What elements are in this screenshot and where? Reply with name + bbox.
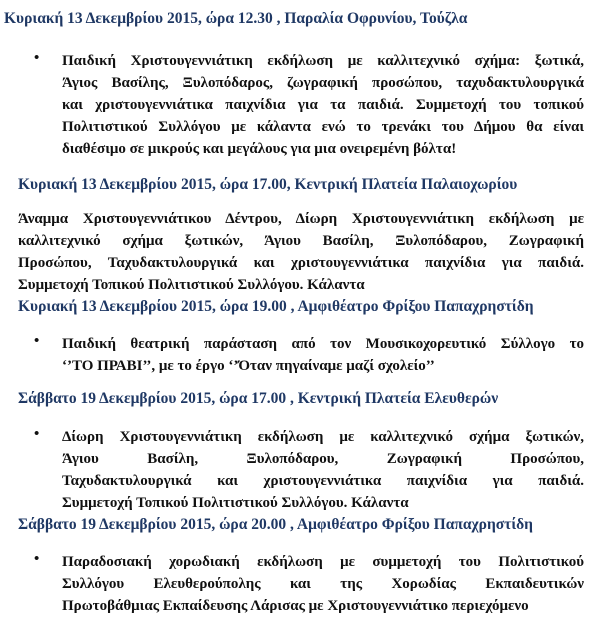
text-line: Προσώπου, Ταχυδακτυλουργικά και χριστουγεννιάτικα παιχνίδια για παιδιά. (18, 255, 584, 271)
event-5-description (62, 551, 584, 617)
text-line: διαθέσιμο σε μικρούς και μεγάλους για μια ονειρεμένη βόλτα! (62, 141, 457, 157)
text-line: Δίωρη Χριστουγεννιάτικη εκδήλωση με καλλιτεχνικό σχήμα ξωτικών, (62, 429, 584, 445)
event-2-description (18, 208, 584, 296)
text-line: Συλλόγου Ελευθερούπολης και της Χορωδίας Εκπαιδευτικών (62, 576, 584, 592)
text-line: Άγιος Βασίλης, Ξυλοπόδαρος, ζωγραφική προσώπου, ταχυδακτυλουργικά (62, 75, 584, 91)
text-line: Παραδοσιακή χορωδιακή εκδήλωση με συμμετοχή του Πολιτιστικού (62, 554, 584, 570)
text-line: Άναμμα Χριστουγεννιάτικου Δέντρου, Δίωρη Χριστουγεννιάτικη εκδήλωση με (18, 211, 584, 227)
bullet-icon: • (34, 426, 40, 442)
text-line: καλλιτεχνικό σχήμα ξωτικών, Άγιου Βασίλη, Ξυλοπόδαρου, Ζωγραφική (18, 233, 584, 249)
event-4-heading: Σάββατο 19 Δεκεμβρίου 2015, ώρα 17.00 , Κεντρική Πλατεία Ελευθερών (18, 390, 499, 407)
event-3-heading: Κυριακή 13 Δεκεμβρίου 2015, ώρα 19.00 , Αμφιθέατρο Φρίξου Παπαχρηστίδη (18, 298, 534, 315)
text-line: και χριστουγεννιάτικα παιχνίδια για τα παιδιά. Συμμετοχή του τοπικού (62, 97, 584, 113)
event-5-heading: Σάββατο 19 Δεκεμβρίου 2015, ώρα 20.00 , Αμφιθέατρο Φρίξου Παπαχρηστίδη (18, 516, 533, 533)
bullet-icon: • (34, 333, 40, 349)
text-line: Ταχυδακτυλουργικά και χριστουγεννιάτικα παιχνίδια για παιδιά. (62, 473, 584, 489)
text-line: ‘’ΤΟ ΠΡΑΒΙ’’, με το έργο ‘’Όταν πηγαίναμε μαζί σχολείο’’ (62, 358, 435, 374)
text-line: Πρωτοβάθμιας Εκπαίδευσης Λάρισας με Χριστουγεννιάτικο περιεχόμενο (62, 598, 529, 614)
text-line: Πολιτιστικού Συλλόγου με κάλαντα ενώ το τρενάκι του Δήμου θα είναι (62, 119, 584, 135)
event-2-heading: Κυριακή 13 Δεκεμβρίου 2015, ώρα 17.00, Κεντρική Πλατεία Παλαιοχωρίου (18, 176, 518, 193)
text-line: Παιδική θεατρική παράσταση από τον Μουσικοχορευτικό Σύλλογο το (62, 336, 584, 352)
event-4-description (62, 426, 584, 514)
text-line: Συμμετοχή Τοπικού Πολιτιστικού Συλλόγου. Κάλαντα (62, 495, 409, 511)
bullet-icon: • (34, 50, 40, 66)
bullet-icon: • (34, 551, 40, 567)
text-line: Παιδική Χριστουγεννιάτικη εκδήλωση με καλλιτεχνικό σχήμα: ξωτικά, (62, 53, 584, 69)
text-line: Συμμετοχή Τοπικού Πολιτιστικού Συλλόγου. Κάλαντα (18, 277, 365, 293)
event-1-description (62, 50, 584, 160)
event-3-description (62, 333, 584, 377)
text-line: Άγιου Βασίλη, Ξυλοπόδαρου, Ζωγραφική Προσώπου, (62, 451, 584, 467)
event-1-heading: Κυριακή 13 Δεκεμβρίου 2015, ώρα 12.30 , Παραλία Οφρυνίου, Τούζλα (4, 10, 468, 27)
